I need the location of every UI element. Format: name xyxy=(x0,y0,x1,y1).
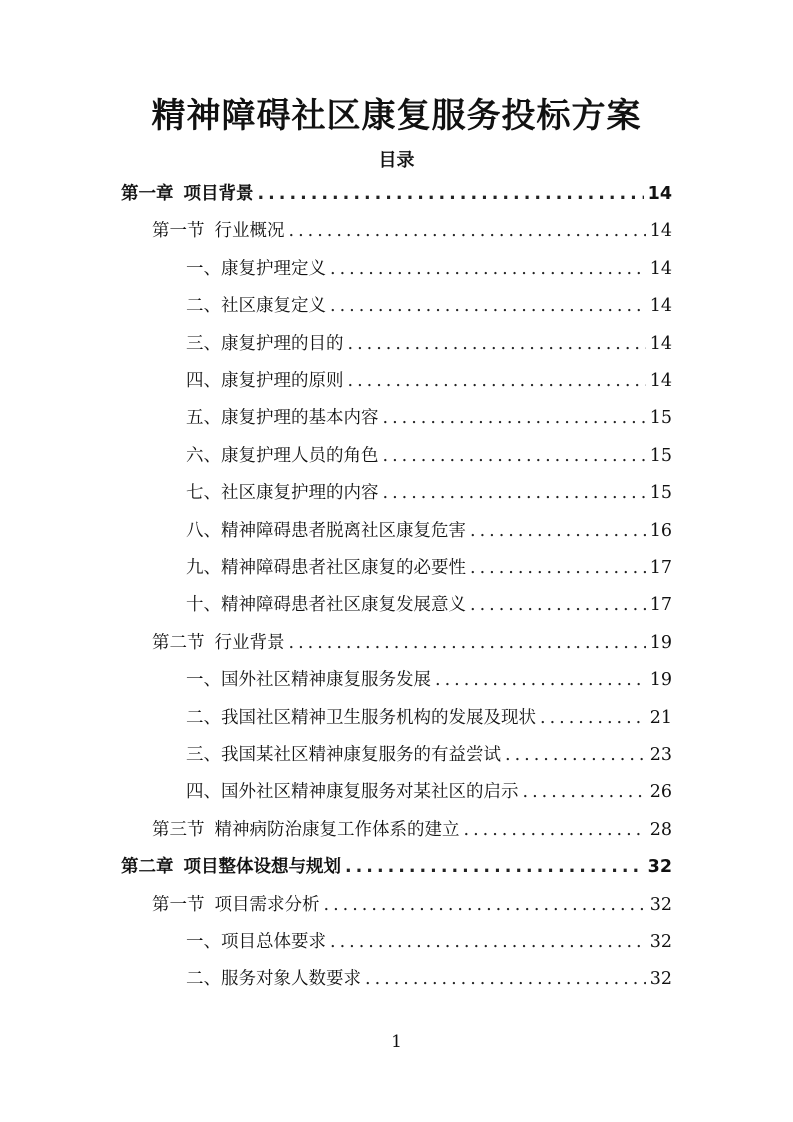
toc-entry-title: 八、精神障碍患者脱离社区康复危害 xyxy=(186,521,466,541)
toc-entry-title: 九、精神障碍患者社区康复的必要性 xyxy=(186,558,466,578)
toc-entry-page: 32 xyxy=(649,932,672,952)
toc-dot-leader xyxy=(330,293,646,319)
toc-dot-leader xyxy=(330,929,646,955)
toc-entry-title: 二、我国社区精神卫生服务机构的发展及现状 xyxy=(186,708,536,728)
toc-entry[interactable] xyxy=(186,779,672,805)
toc-entry-page: 14 xyxy=(649,296,672,316)
toc-entry[interactable] xyxy=(186,592,672,618)
toc-entry[interactable] xyxy=(121,854,672,880)
toc-entry-title: 四、国外社区精神康复服务对某社区的启示 xyxy=(186,782,519,802)
toc-entry-page: 16 xyxy=(649,521,672,541)
toc-entry-page: 14 xyxy=(649,259,672,279)
toc-entry-page: 15 xyxy=(649,446,672,466)
toc-entry-page: 19 xyxy=(649,670,672,690)
toc-dot-leader xyxy=(345,854,644,880)
toc-entry-title: 五、康复护理的基本内容 xyxy=(186,408,379,428)
toc-dot-leader xyxy=(470,555,646,581)
document-title: 精神障碍社区康复服务投标方案 xyxy=(151,96,642,136)
toc-dot-leader xyxy=(289,218,646,244)
toc-dot-leader xyxy=(348,331,646,357)
toc-dot-leader xyxy=(365,966,646,992)
toc-entry-title: 项目需求分析 xyxy=(214,895,320,915)
toc-entry[interactable] xyxy=(186,966,672,992)
toc-entry[interactable] xyxy=(186,443,672,469)
toc-dot-leader xyxy=(289,630,646,656)
toc-entry-number: 第三节 xyxy=(152,820,205,840)
toc-dot-leader xyxy=(464,817,646,843)
toc-entry-page: 15 xyxy=(649,408,672,428)
toc-entry[interactable] xyxy=(152,817,672,843)
toc-dot-leader xyxy=(540,705,646,731)
toc-entry-page: 32 xyxy=(647,857,672,877)
toc-entry-page: 17 xyxy=(649,558,672,578)
toc-entry-title: 一、康复护理定义 xyxy=(186,259,326,279)
toc-entry-title: 三、我国某社区精神康复服务的有益尝试 xyxy=(186,745,501,765)
toc-entry-page: 26 xyxy=(649,782,672,802)
toc-heading: 目录 xyxy=(378,150,415,171)
toc-entry[interactable] xyxy=(186,256,672,282)
toc-entry-page: 15 xyxy=(649,483,672,503)
toc-entry[interactable] xyxy=(152,218,672,244)
toc-dot-leader xyxy=(383,480,646,506)
toc-entry-page: 28 xyxy=(649,820,672,840)
toc-entry-number: 第一节 xyxy=(152,221,205,241)
toc-entry-title: 六、康复护理人员的角色 xyxy=(186,446,379,466)
toc-entry-title: 行业背景 xyxy=(214,633,285,653)
toc-dot-leader xyxy=(470,592,646,618)
page-number: 1 xyxy=(391,1032,402,1052)
toc-entry[interactable] xyxy=(121,181,672,207)
toc-entry[interactable] xyxy=(186,742,672,768)
toc-entry[interactable] xyxy=(186,705,672,731)
toc-dot-leader xyxy=(470,518,646,544)
toc-entry[interactable] xyxy=(186,293,672,319)
toc-entry-title: 二、服务对象人数要求 xyxy=(186,969,361,989)
toc-entry[interactable] xyxy=(186,518,672,544)
toc-entry-page: 19 xyxy=(649,633,672,653)
toc-entry[interactable] xyxy=(186,555,672,581)
toc-dot-leader xyxy=(258,181,644,207)
toc-entry-title: 三、康复护理的目的 xyxy=(186,334,344,354)
toc-entry-title: 项目整体设想与规划 xyxy=(183,857,341,877)
toc-entry-page: 14 xyxy=(647,184,672,204)
toc-entry-title: 项目背景 xyxy=(183,184,254,204)
toc-entry-title: 十、精神障碍患者社区康复发展意义 xyxy=(186,595,466,615)
toc-entry[interactable] xyxy=(186,331,672,357)
toc-dot-leader xyxy=(435,667,646,693)
toc-entry-page: 14 xyxy=(649,371,672,391)
toc-entry[interactable] xyxy=(186,368,672,394)
toc-entry[interactable] xyxy=(152,892,672,918)
toc-entry-page: 14 xyxy=(649,334,672,354)
toc-dot-leader xyxy=(383,405,646,431)
toc-entry-number: 第二章 xyxy=(121,857,174,877)
toc-dot-leader xyxy=(348,368,646,394)
toc-entry-number: 第二节 xyxy=(152,633,205,653)
toc-dot-leader xyxy=(505,742,646,768)
toc-entry-title: 四、康复护理的原则 xyxy=(186,371,344,391)
toc-entry-page: 17 xyxy=(649,595,672,615)
toc-entry-title: 七、社区康复护理的内容 xyxy=(186,483,379,503)
toc-dot-leader xyxy=(324,892,646,918)
toc-entry[interactable] xyxy=(186,480,672,506)
toc-entry-title: 一、项目总体要求 xyxy=(186,932,326,952)
toc-entry[interactable] xyxy=(186,667,672,693)
toc-entry-number: 第一节 xyxy=(152,895,205,915)
toc-entry-page: 32 xyxy=(649,969,672,989)
toc-dot-leader xyxy=(383,443,646,469)
toc-entry-title: 精神病防治康复工作体系的建立 xyxy=(214,820,460,840)
toc-entry-page: 23 xyxy=(649,745,672,765)
toc-entry-page: 21 xyxy=(649,708,672,728)
toc-dot-leader xyxy=(330,256,646,282)
toc-entry-title: 一、国外社区精神康复服务发展 xyxy=(186,670,431,690)
toc-entry-page: 32 xyxy=(649,895,672,915)
toc-entry[interactable] xyxy=(152,630,672,656)
toc-entry-page: 14 xyxy=(649,221,672,241)
toc-entry-number: 第一章 xyxy=(121,184,174,204)
toc-entry[interactable] xyxy=(186,929,672,955)
toc-dot-leader xyxy=(523,779,646,805)
toc-entry-title: 二、社区康复定义 xyxy=(186,296,326,316)
toc-entry[interactable] xyxy=(186,405,672,431)
toc-entry-title: 行业概况 xyxy=(214,221,285,241)
